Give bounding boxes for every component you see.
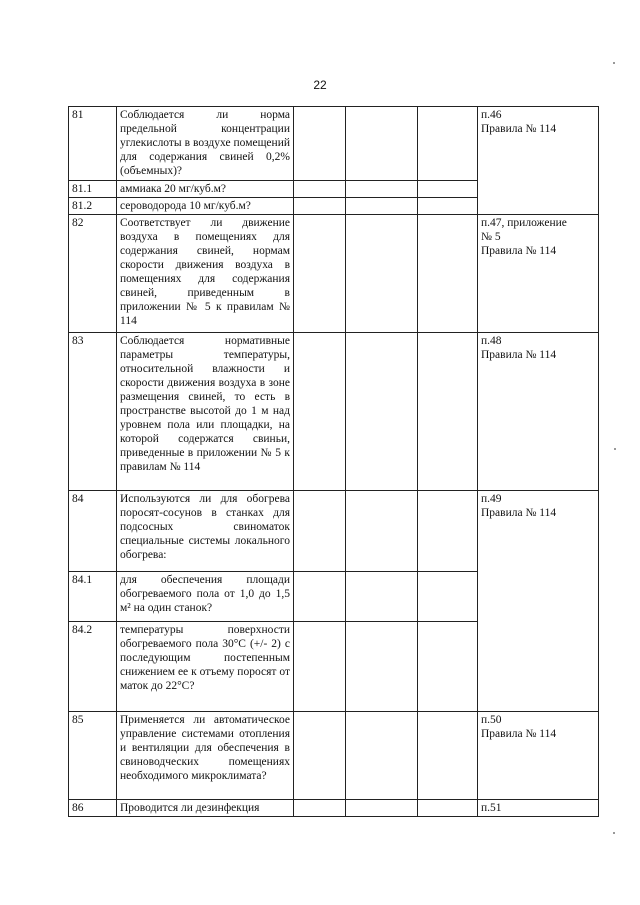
- reference-line: Правила № 114: [481, 123, 557, 135]
- reference-line: п.50: [481, 714, 502, 726]
- answer-cell: [418, 491, 478, 572]
- table-row: [69, 333, 599, 491]
- answer-cell: [418, 215, 478, 333]
- reference-cell: [478, 800, 599, 817]
- answer-cell: [294, 181, 346, 198]
- reference-cell: [478, 491, 599, 712]
- question-text: Соблюдается нормативные параметры температуры, относительной влажности и скорости движения воздуха в зоне размещения свиней, то есть в пространстве высотой до 1 м над уровнем пола или площадки, на которой содержатся свиньи, приведенные в приложении № 5 к правилам № 114: [117, 333, 294, 491]
- reference-line: п.47, приложение: [481, 217, 567, 229]
- answer-cell: [418, 107, 478, 181]
- answer-cell: [418, 800, 478, 817]
- answer-cell: [418, 198, 478, 215]
- answer-cell: [418, 622, 478, 712]
- scan-speck: [614, 448, 616, 450]
- reference-line: Правила № 114: [481, 728, 557, 740]
- reference-line: Правила № 114: [481, 245, 557, 257]
- table-row: [69, 712, 599, 800]
- question-text: Используются ли для обогрева поросят-сосунов в станках для подсосных свиноматок специальные системы локального обогрева:: [117, 491, 294, 572]
- row-number: 84: [69, 491, 117, 572]
- answer-cell: [346, 107, 418, 181]
- table-row: [69, 107, 599, 181]
- answer-cell: [418, 181, 478, 198]
- question-text: сероводорода 10 мг/куб.м?: [117, 198, 294, 215]
- row-number: 81.2: [69, 198, 117, 215]
- question-text: Соблюдается ли норма предельной концентрации углекислоты в воздухе помещений для содержания свиней 0,2% (объемных)?: [117, 107, 294, 181]
- row-number: 81.1: [69, 181, 117, 198]
- reference-line: п.48: [481, 335, 502, 347]
- row-number: 85: [69, 712, 117, 800]
- answer-cell: [418, 572, 478, 622]
- question-text: Соответствует ли движение воздуха в помещениях для содержания свиней, нормам скорости движения воздуха в помещениях для содержания свиней, приведенным в приложении № 5 к правилам № 114: [117, 215, 294, 333]
- reference-line: № 5: [481, 231, 501, 243]
- answer-cell: [294, 333, 346, 491]
- answer-cell: [346, 800, 418, 817]
- answer-cell: [346, 181, 418, 198]
- answer-cell: [346, 198, 418, 215]
- reference-line: п.51: [481, 802, 502, 814]
- row-number: 84.1: [69, 572, 117, 622]
- answer-cell: [346, 622, 418, 712]
- scan-speck: [613, 832, 615, 834]
- answer-cell: [294, 215, 346, 333]
- page-number: 22: [313, 78, 327, 92]
- reference-cell: [478, 333, 599, 491]
- answer-cell: [294, 107, 346, 181]
- table-row: [69, 491, 599, 572]
- reference-cell: [478, 107, 599, 215]
- answer-cell: [294, 491, 346, 572]
- checklist-table: [68, 106, 599, 817]
- table-row: [69, 800, 599, 817]
- reference-cell: [478, 215, 599, 333]
- table-row: [69, 215, 599, 333]
- question-text: Проводится ли дезинфекция: [117, 800, 294, 817]
- row-number: 82: [69, 215, 117, 333]
- answer-cell: [346, 572, 418, 622]
- answer-cell: [294, 622, 346, 712]
- row-number: 83: [69, 333, 117, 491]
- answer-cell: [294, 712, 346, 800]
- answer-cell: [346, 333, 418, 491]
- question-text: температуры поверхности обогреваемого пола 30°С (+/- 2) с последующим постепенным снижением ее к отъему поросят от маток до 22°С?: [117, 622, 294, 712]
- row-number: 84.2: [69, 622, 117, 712]
- reference-line: Правила № 114: [481, 507, 557, 519]
- answer-cell: [346, 712, 418, 800]
- question-text: аммиака 20 мг/куб.м?: [117, 181, 294, 198]
- question-text: Применяется ли автоматическое управление системами отопления и вентиляции для обеспечения в свиноводческих помещениях необходимого микроклимата?: [117, 712, 294, 800]
- answer-cell: [418, 712, 478, 800]
- answer-cell: [294, 800, 346, 817]
- answer-cell: [346, 491, 418, 572]
- answer-cell: [418, 333, 478, 491]
- answer-cell: [294, 572, 346, 622]
- reference-line: Правила № 114: [481, 349, 557, 361]
- question-text: для обеспечения площади обогреваемого пола от 1,0 до 1,5 м² на один станок?: [117, 572, 294, 622]
- reference-cell: [478, 712, 599, 800]
- scan-speck: [613, 62, 615, 64]
- reference-line: п.46: [481, 109, 502, 121]
- answer-cell: [294, 198, 346, 215]
- reference-line: п.49: [481, 493, 502, 505]
- answer-cell: [346, 215, 418, 333]
- row-number: 86: [69, 800, 117, 817]
- row-number: 81: [69, 107, 117, 181]
